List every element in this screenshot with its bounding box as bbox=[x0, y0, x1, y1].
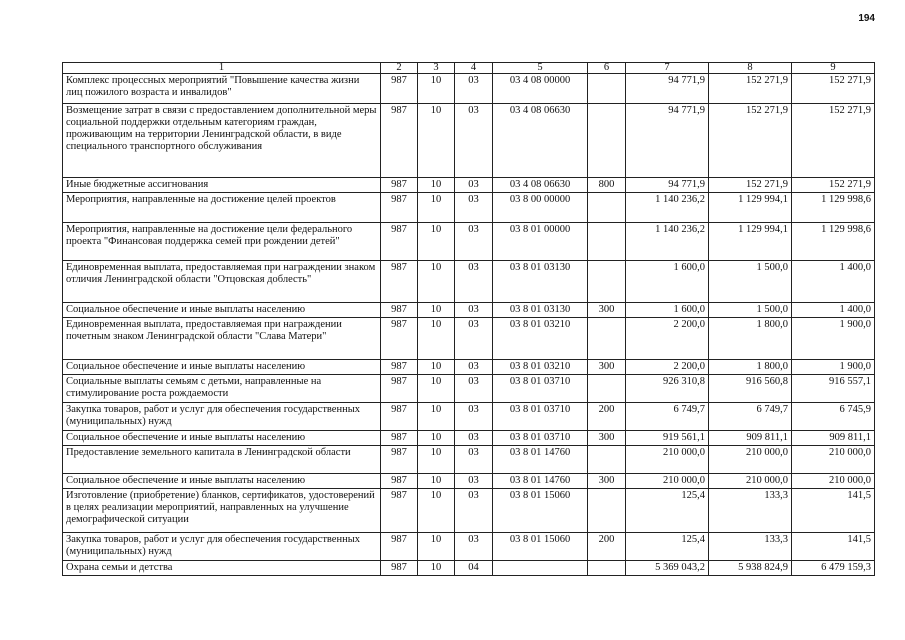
cell-amount-9: 141,5 bbox=[792, 489, 875, 533]
cell-name: Предоставление земельного капитала в Ленинградской области bbox=[63, 446, 381, 474]
cell-amount-7: 926 310,8 bbox=[626, 375, 709, 403]
cell-code-5: 03 8 01 03710 bbox=[493, 375, 588, 403]
table-row bbox=[63, 446, 875, 474]
cell-code-2: 987 bbox=[381, 431, 418, 446]
cell-name: Социальное обеспечение и иные выплаты населению bbox=[63, 360, 381, 375]
cell-amount-8: 133,3 bbox=[709, 489, 792, 533]
cell-code-2: 987 bbox=[381, 104, 418, 178]
cell-code-5: 03 8 01 03710 bbox=[493, 403, 588, 431]
cell-amount-9: 1 129 998,6 bbox=[792, 223, 875, 261]
cell-code-3: 10 bbox=[418, 193, 455, 223]
cell-code-6 bbox=[588, 104, 626, 178]
cell-code-3: 10 bbox=[418, 431, 455, 446]
cell-name: Социальные выплаты семьям с детьми, направленные на стимулирование роста рождаемости bbox=[63, 375, 381, 403]
cell-code-4: 03 bbox=[455, 360, 493, 375]
table-row bbox=[63, 223, 875, 261]
cell-amount-7: 1 140 236,2 bbox=[626, 223, 709, 261]
table-row bbox=[63, 178, 875, 193]
budget-table bbox=[62, 62, 875, 576]
cell-amount-9: 1 900,0 bbox=[792, 318, 875, 360]
cell-name: Комплекс процессных мероприятий "Повышение качества жизни лиц пожилого возраста и инвалидов" bbox=[63, 74, 381, 104]
cell-amount-7: 2 200,0 bbox=[626, 360, 709, 375]
cell-code-3: 10 bbox=[418, 375, 455, 403]
table-row bbox=[63, 403, 875, 431]
cell-amount-7: 919 561,1 bbox=[626, 431, 709, 446]
cell-code-5: 03 8 01 15060 bbox=[493, 489, 588, 533]
cell-code-3: 10 bbox=[418, 533, 455, 561]
cell-code-5: 03 4 08 00000 bbox=[493, 74, 588, 104]
cell-code-6: 200 bbox=[588, 533, 626, 561]
cell-amount-9: 909 811,1 bbox=[792, 431, 875, 446]
cell-code-3: 10 bbox=[418, 223, 455, 261]
table-row bbox=[63, 375, 875, 403]
cell-code-3: 10 bbox=[418, 178, 455, 193]
cell-code-2: 987 bbox=[381, 360, 418, 375]
column-header: 1 bbox=[63, 63, 381, 74]
table-row bbox=[63, 431, 875, 446]
cell-name: Изготовление (приобретение) бланков, сертификатов, удостоверений в целях реализации мероприятий, направленных на улучшение демографической ситуации bbox=[63, 489, 381, 533]
cell-code-2: 987 bbox=[381, 489, 418, 533]
cell-amount-8: 909 811,1 bbox=[709, 431, 792, 446]
cell-amount-7: 5 369 043,2 bbox=[626, 561, 709, 576]
cell-name: Мероприятия, направленные на достижение целей проектов bbox=[63, 193, 381, 223]
cell-amount-9: 152 271,9 bbox=[792, 74, 875, 104]
cell-code-2: 987 bbox=[381, 303, 418, 318]
cell-name: Мероприятия, направленные на достижение цели федерального проекта "Финансовая поддержка семей при рождении детей" bbox=[63, 223, 381, 261]
cell-code-6 bbox=[588, 318, 626, 360]
cell-code-6 bbox=[588, 489, 626, 533]
column-header: 8 bbox=[709, 63, 792, 74]
column-header: 4 bbox=[455, 63, 493, 74]
cell-code-4: 03 bbox=[455, 489, 493, 533]
cell-name: Возмещение затрат в связи с предоставлением дополнительной меры социальной поддержки отдельным категориям граждан, проживающим на территории Ленинградской области, в виде специального транспортного обслуживания bbox=[63, 104, 381, 178]
cell-amount-9: 6 479 159,3 bbox=[792, 561, 875, 576]
cell-code-3: 10 bbox=[418, 303, 455, 318]
cell-code-6 bbox=[588, 261, 626, 303]
cell-amount-8: 133,3 bbox=[709, 533, 792, 561]
cell-name: Охрана семьи и детства bbox=[63, 561, 381, 576]
cell-code-5: 03 8 00 00000 bbox=[493, 193, 588, 223]
cell-code-4: 03 bbox=[455, 474, 493, 489]
cell-amount-9: 152 271,9 bbox=[792, 104, 875, 178]
cell-amount-9: 1 900,0 bbox=[792, 360, 875, 375]
cell-code-6: 800 bbox=[588, 178, 626, 193]
cell-code-6 bbox=[588, 193, 626, 223]
cell-code-2: 987 bbox=[381, 375, 418, 403]
cell-code-3: 10 bbox=[418, 489, 455, 533]
cell-code-2: 987 bbox=[381, 318, 418, 360]
cell-code-2: 987 bbox=[381, 74, 418, 104]
cell-code-3: 10 bbox=[418, 446, 455, 474]
cell-code-4: 03 bbox=[455, 318, 493, 360]
cell-code-4: 03 bbox=[455, 74, 493, 104]
column-header: 6 bbox=[588, 63, 626, 74]
table-row bbox=[63, 489, 875, 533]
column-header: 7 bbox=[626, 63, 709, 74]
cell-code-5: 03 8 01 00000 bbox=[493, 223, 588, 261]
cell-amount-9: 1 129 998,6 bbox=[792, 193, 875, 223]
cell-code-2: 987 bbox=[381, 474, 418, 489]
cell-code-4: 03 bbox=[455, 104, 493, 178]
cell-amount-7: 6 749,7 bbox=[626, 403, 709, 431]
cell-name: Единовременная выплата, предоставляемая при награждении знаком отличия Ленинградской области "Отцовская доблесть" bbox=[63, 261, 381, 303]
cell-code-4: 03 bbox=[455, 303, 493, 318]
cell-amount-8: 1 800,0 bbox=[709, 318, 792, 360]
cell-amount-8: 1 129 994,1 bbox=[709, 193, 792, 223]
cell-code-3: 10 bbox=[418, 360, 455, 375]
cell-code-4: 03 bbox=[455, 261, 493, 303]
cell-code-3: 10 bbox=[418, 474, 455, 489]
cell-amount-8: 152 271,9 bbox=[709, 104, 792, 178]
cell-code-2: 987 bbox=[381, 403, 418, 431]
cell-code-6 bbox=[588, 375, 626, 403]
cell-amount-9: 916 557,1 bbox=[792, 375, 875, 403]
cell-code-5: 03 8 01 03130 bbox=[493, 261, 588, 303]
cell-code-6 bbox=[588, 223, 626, 261]
cell-amount-7: 125,4 bbox=[626, 489, 709, 533]
cell-amount-9: 152 271,9 bbox=[792, 178, 875, 193]
cell-code-2: 987 bbox=[381, 446, 418, 474]
cell-code-6: 300 bbox=[588, 303, 626, 318]
cell-name: Социальное обеспечение и иные выплаты населению bbox=[63, 474, 381, 489]
cell-code-2: 987 bbox=[381, 533, 418, 561]
cell-code-5: 03 4 08 06630 bbox=[493, 178, 588, 193]
cell-code-6 bbox=[588, 561, 626, 576]
table-row bbox=[63, 533, 875, 561]
column-header: 3 bbox=[418, 63, 455, 74]
table-row bbox=[63, 474, 875, 489]
cell-code-4: 03 bbox=[455, 223, 493, 261]
column-header: 5 bbox=[493, 63, 588, 74]
cell-amount-9: 210 000,0 bbox=[792, 474, 875, 489]
cell-code-3: 10 bbox=[418, 318, 455, 360]
cell-amount-8: 1 500,0 bbox=[709, 303, 792, 318]
cell-name: Единовременная выплата, предоставляемая при награждении почетным знаком Ленинградской области "Слава Матери" bbox=[63, 318, 381, 360]
cell-code-6: 300 bbox=[588, 360, 626, 375]
header-row bbox=[63, 63, 875, 74]
cell-code-5: 03 8 01 03210 bbox=[493, 318, 588, 360]
cell-name: Закупка товаров, работ и услуг для обеспечения государственных (муниципальных) нужд bbox=[63, 403, 381, 431]
cell-amount-9: 210 000,0 bbox=[792, 446, 875, 474]
cell-code-3: 10 bbox=[418, 403, 455, 431]
cell-amount-8: 1 500,0 bbox=[709, 261, 792, 303]
table-row bbox=[63, 561, 875, 576]
cell-amount-8: 210 000,0 bbox=[709, 446, 792, 474]
table-row bbox=[63, 261, 875, 303]
cell-amount-7: 1 600,0 bbox=[626, 303, 709, 318]
cell-amount-8: 916 560,8 bbox=[709, 375, 792, 403]
cell-code-4: 03 bbox=[455, 375, 493, 403]
cell-amount-8: 5 938 824,9 bbox=[709, 561, 792, 576]
cell-amount-7: 94 771,9 bbox=[626, 178, 709, 193]
table-row bbox=[63, 303, 875, 318]
table-row bbox=[63, 318, 875, 360]
table-row bbox=[63, 104, 875, 178]
cell-amount-7: 94 771,9 bbox=[626, 104, 709, 178]
cell-code-6 bbox=[588, 446, 626, 474]
cell-code-6: 300 bbox=[588, 431, 626, 446]
cell-code-5: 03 8 01 03710 bbox=[493, 431, 588, 446]
cell-code-3: 10 bbox=[418, 261, 455, 303]
cell-code-5: 03 8 01 03130 bbox=[493, 303, 588, 318]
cell-amount-9: 6 745,9 bbox=[792, 403, 875, 431]
cell-code-5: 03 8 01 14760 bbox=[493, 474, 588, 489]
cell-amount-7: 94 771,9 bbox=[626, 74, 709, 104]
cell-amount-8: 210 000,0 bbox=[709, 474, 792, 489]
table-row bbox=[63, 193, 875, 223]
cell-amount-7: 210 000,0 bbox=[626, 474, 709, 489]
cell-amount-7: 125,4 bbox=[626, 533, 709, 561]
cell-name: Закупка товаров, работ и услуг для обеспечения государственных (муниципальных) нужд bbox=[63, 533, 381, 561]
cell-code-5: 03 8 01 03210 bbox=[493, 360, 588, 375]
cell-amount-8: 152 271,9 bbox=[709, 178, 792, 193]
cell-code-3: 10 bbox=[418, 104, 455, 178]
cell-amount-9: 141,5 bbox=[792, 533, 875, 561]
cell-amount-7: 1 140 236,2 bbox=[626, 193, 709, 223]
cell-amount-8: 152 271,9 bbox=[709, 74, 792, 104]
cell-code-5: 03 8 01 15060 bbox=[493, 533, 588, 561]
cell-amount-8: 6 749,7 bbox=[709, 403, 792, 431]
table-row bbox=[63, 74, 875, 104]
cell-code-4: 04 bbox=[455, 561, 493, 576]
cell-code-2: 987 bbox=[381, 561, 418, 576]
column-header: 2 bbox=[381, 63, 418, 74]
cell-code-2: 987 bbox=[381, 261, 418, 303]
cell-code-2: 987 bbox=[381, 193, 418, 223]
cell-amount-8: 1 129 994,1 bbox=[709, 223, 792, 261]
cell-name: Социальное обеспечение и иные выплаты населению bbox=[63, 303, 381, 318]
cell-code-4: 03 bbox=[455, 446, 493, 474]
cell-code-3: 10 bbox=[418, 74, 455, 104]
cell-code-2: 987 bbox=[381, 223, 418, 261]
cell-code-6: 300 bbox=[588, 474, 626, 489]
cell-name: Иные бюджетные ассигнования bbox=[63, 178, 381, 193]
cell-amount-9: 1 400,0 bbox=[792, 303, 875, 318]
cell-code-4: 03 bbox=[455, 431, 493, 446]
cell-code-4: 03 bbox=[455, 193, 493, 223]
table-row bbox=[63, 360, 875, 375]
table-body bbox=[63, 74, 875, 576]
cell-code-3: 10 bbox=[418, 561, 455, 576]
page-number: 194 bbox=[858, 13, 875, 24]
cell-amount-7: 2 200,0 bbox=[626, 318, 709, 360]
cell-code-5: 03 8 01 14760 bbox=[493, 446, 588, 474]
cell-amount-8: 1 800,0 bbox=[709, 360, 792, 375]
cell-code-6 bbox=[588, 74, 626, 104]
cell-code-4: 03 bbox=[455, 533, 493, 561]
cell-code-2: 987 bbox=[381, 178, 418, 193]
cell-code-4: 03 bbox=[455, 178, 493, 193]
cell-amount-9: 1 400,0 bbox=[792, 261, 875, 303]
cell-name: Социальное обеспечение и иные выплаты населению bbox=[63, 431, 381, 446]
cell-code-4: 03 bbox=[455, 403, 493, 431]
cell-amount-7: 1 600,0 bbox=[626, 261, 709, 303]
cell-code-6: 200 bbox=[588, 403, 626, 431]
cell-code-5: 03 4 08 06630 bbox=[493, 104, 588, 178]
column-header: 9 bbox=[792, 63, 875, 74]
cell-code-5 bbox=[493, 561, 588, 576]
cell-amount-7: 210 000,0 bbox=[626, 446, 709, 474]
